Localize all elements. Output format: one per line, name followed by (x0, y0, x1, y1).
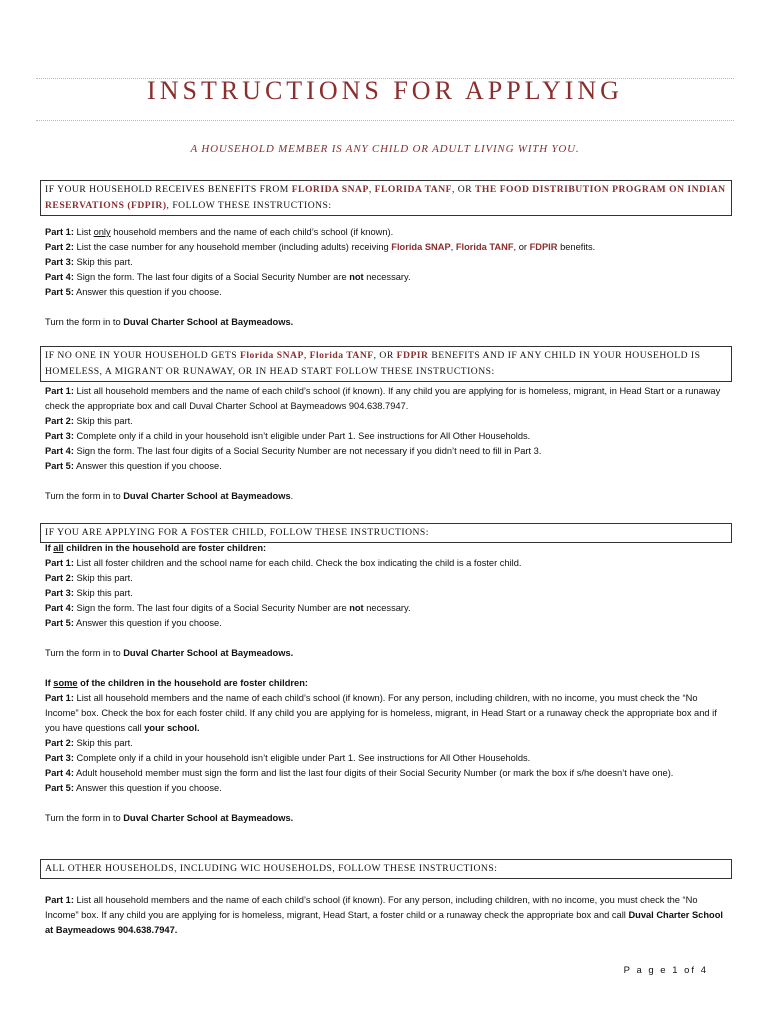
s3-a-part2: Part 2: Skip this part. (45, 573, 133, 583)
page-number: P a g e 1 of 4 (623, 965, 708, 976)
s1-part5: Part 5: Answer this question if you choose. (45, 287, 222, 297)
section2-heading-box: IF NO ONE IN YOUR HOUSEHOLD GETS Florida SNAP, Florida TANF, OR FDPIR BENEFITS AND IF ANY CHILD IN YOUR HOUSEHOLD IS HOMELESS, A MIGRANT OR RUNAWAY, OR IN HEAD START FOLLOW THESE INSTRUCTIONS: (40, 346, 732, 382)
s3-a-part4: Part 4: Sign the form. The last four digits of a Social Security Number are not necessary. (45, 603, 411, 613)
section1-heading-suffix: FOLLOW THESE INSTRUCTIONS: (172, 200, 332, 211)
section1-or: OR (457, 184, 473, 195)
s3-b-part1: Part 1: List all household members and the name of each child’s school (if known). For any person, including children, with no income, you must check the “No Income” box. Check the box for each foster child. If any child you are applying for is homeless, migrant, in Head Start or a runaway check the appropriate box and if you have questions call your school. (45, 693, 717, 733)
section1-tanf: FLORIDA TANF (374, 184, 452, 195)
s1-part1: Part 1: List only household members and the name of each child’s school (if known). (45, 227, 394, 237)
s3-sub-some: If some of the children in the household are foster children: (45, 678, 308, 688)
s3-b-turn-in: Turn the form in to Duval Charter School at Baymeadows. (45, 813, 294, 823)
s1-turn-in: Turn the form in to Duval Charter School at Baymeadows. (45, 317, 294, 327)
section4-body (45, 893, 725, 938)
section1-heading-prefix: IF YOUR HOUSEHOLD RECEIVES BENEFITS FROM (45, 184, 289, 195)
section1-body (45, 225, 725, 330)
section3-heading-box: IF YOU ARE APPLYING FOR A FOSTER CHILD, FOLLOW THESE INSTRUCTIONS: (40, 523, 732, 543)
section1-fdp: THE FOOD DISTRIBUTION PROGRAM ON INDIAN RESERVATIONS (FDPIR) (45, 184, 726, 211)
s3-a-turn-in: Turn the form in to Duval Charter School at Baymeadows. (45, 648, 294, 658)
s1-part2: Part 2: List the case number for any household member (including adults) receiving Florida SNAP, Florida TANF, or FDPIR benefits. (45, 242, 596, 252)
s3-b-part2: Part 2: Skip this part. (45, 738, 133, 748)
s3-a-part5: Part 5: Answer this question if you choose. (45, 618, 222, 628)
section4-heading-box: ALL OTHER HOUSEHOLDS, INCLUDING WIC HOUSEHOLDS, FOLLOW THESE INSTRUCTIONS: (40, 859, 732, 879)
s2-part3: Part 3: Complete only if a child in your household isn’t eligible under Part 1. See instructions for All Other Households. (45, 431, 531, 441)
s2-part1: Part 1: List all household members and the name of each child’s school (if known). If any child you are applying for is homeless, migrant, in Head Start or a runaway check the appropriate box and call Duval Charter School at Baymeadows 904.638.7947. (45, 386, 721, 411)
s3-a-part3: Part 3: Skip this part. (45, 588, 133, 598)
s2-part4: Part 4: Sign the form. The last four digits of a Social Security Number are not necessary if you didn’t need to fill in Part 3. (45, 446, 542, 456)
s2-part2: Part 2: Skip this part. (45, 416, 133, 426)
section1-snap: FLORIDA SNAP (291, 184, 369, 195)
s1-part3: Part 3: Skip this part. (45, 257, 133, 267)
s4-part1: Part 1: List all household members and the name of each child’s school (if known). For any person, including children, with no income, you must check the “No Income” box. If any child you are applying for is homeless, migrant, Head Start, a foster child or a runaway check the appropriate box and call Duval Charter School at Baymeadows 904.638.7947. (45, 895, 723, 935)
section3-body (45, 541, 725, 826)
s2-turn-in: Turn the form in to Duval Charter School at Baymeadows. (45, 491, 294, 501)
s3-b-part3: Part 3: Complete only if a child in your household isn’t eligible under Part 1. See instructions for All Other Households. (45, 753, 531, 763)
page-subtitle: A HOUSEHOLD MEMBER IS ANY CHILD OR ADULT LIVING WITH YOU. (190, 143, 580, 155)
s3-b-part5: Part 5: Answer this question if you choose. (45, 783, 222, 793)
s3-a-part1: Part 1: List all foster children and the school name for each child. Check the box indicating the child is a foster child. (45, 558, 522, 568)
s1-part4: Part 4: Sign the form. The last four digits of a Social Security Number are not necessary. (45, 272, 411, 282)
title-rule (36, 120, 734, 121)
page-title: INSTRUCTIONS FOR APPLYING (147, 76, 623, 105)
s3-b-part4: Part 4: Adult household member must sign the form and list the last four digits of their Social Security Number (or mark the box if s/he doesn’t have one). (45, 768, 674, 778)
section1-heading-box: IF YOUR HOUSEHOLD RECEIVES BENEFITS FROM FLORIDA SNAP, FLORIDA TANF, OR THE FOOD DISTRIBUTION PROGRAM ON INDIAN RESERVATIONS (FDPIR), FOLLOW THESE INSTRUCTIONS: (40, 180, 732, 216)
s3-sub-all: If all children in the household are foster children: (45, 543, 267, 553)
s2-part5: Part 5: Answer this question if you choose. (45, 461, 222, 471)
section2-body (45, 384, 725, 504)
